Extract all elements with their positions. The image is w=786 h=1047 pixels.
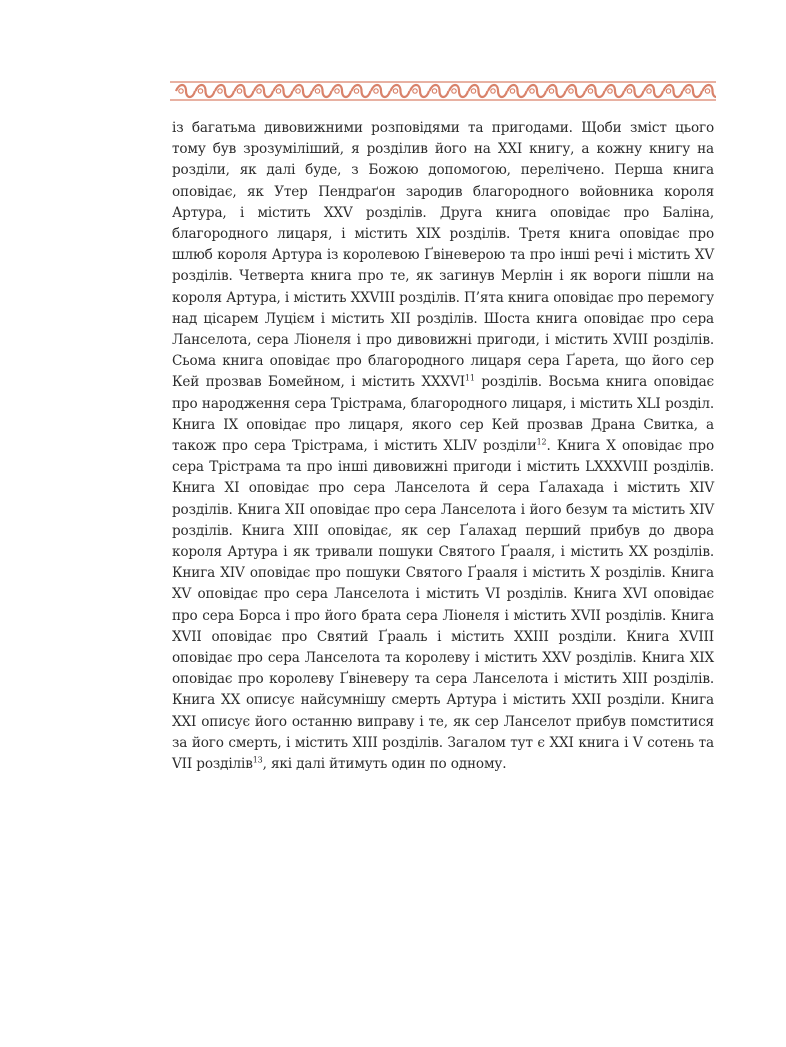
- ornament-loop: [686, 89, 690, 93]
- ornament-loop: [608, 89, 612, 93]
- text-segment: . Книга X оповідає про сера Трістрама та про інші дивовижні пригоди і містить LXXXVIII розділів. Книга XI оповідає про сера Ланселота й сера Ґалахада і містить XIV розділів. Книга XII оповідає про сера Ланселота і його безум та містить XIV розділів. Книга XIII оповідає, як сер Ґалахад перший прибув до двора короля Артура і як тривали пошуки Святого Ґрааля, і містить XX розділів. Книга XIV оповідає про пошуки Святого Ґрааля і містить X розділів. Книга XV оповідає про сера Ланселота і містить VI розділів. Книга XVI оповідає про сера Борса і про його брата сера Ліонеля і містить XVII розділів. Книга XVII оповідає про Святий Ґрааль і містить XXIII розділи. Книга XVIII оповідає про сера Ланселота та королеву і містить XXV розділів. Книга XIX оповідає про королеву Ґвіневеру та сера Ланселота і містить XIII розділів. Книга XX описує найсумнішу смерть Артура і містить XXII розділи. Книга XXI описує його останню виправу і те, як сер Ланселот прибув помститися за його смерть, і містить XIII розділів. Загалом тут є XXI книга і V сотень та VII розділів: [172, 438, 714, 773]
- ornament-loop: [257, 89, 261, 93]
- ornament-loop: [588, 89, 592, 93]
- ornament-loop: [471, 89, 475, 93]
- text-segment: із багатьма дивовижними розповідями та пригодами. Щоби зміст цього тому був зрозуміліший, я розділив його на XXI книгу, а кожну книгу на розділи, як далі буде, з Божою допомогою, перелічено. Перша книга оповідає, як Утер Пендраґон зародив благородного войовника короля Артура, і містить XXV розділів. Друга книга оповідає про Баліна, благородного лицаря, і містить XIX розділів. Третя книга оповідає про шлюб короля Артура із королевою Ґвіневерою та про інші речі і містить XV розділів. Четверта книга про те, як загинув Мерлін і як вороги пішли на короля Артура, і містить XXVIII розділів. П’ята книга оповідає про перемогу над цісарем Луцієм і містить XII розділів. Шоста книга оповідає про сера Ланселота, сера Ліонеля і про дивовижні пригоди, і містить XVIII розділів. Сьома книга оповідає про благородного лицаря сера Ґарета, що його сер Кей прозвав Бомейном, і містить XXXVI: [172, 120, 714, 391]
- footnote-marker: 13: [252, 755, 263, 765]
- ornament-loop: [218, 89, 222, 93]
- ornament-loop: [315, 89, 319, 93]
- ornament-loop: [530, 89, 534, 93]
- ornament-loop: [179, 89, 183, 93]
- footnote-marker: 11: [464, 373, 475, 383]
- ornament-loop: [276, 89, 280, 93]
- decorative-border-ornament: [170, 80, 716, 102]
- ornament-loop: [296, 89, 300, 93]
- ornament-loop: [432, 89, 436, 93]
- ornament-loop: [374, 89, 378, 93]
- ornament-loop: [491, 89, 495, 93]
- ornament-loop: [354, 89, 358, 93]
- text-segment: , які далі йтимуть один по одному.: [262, 756, 507, 773]
- ornament-loop: [647, 89, 651, 93]
- ornament-loop: [198, 89, 202, 93]
- ornament-loop: [237, 89, 241, 93]
- ornament-loop: [549, 89, 553, 93]
- ornament-loop: [335, 89, 339, 93]
- ornament-loop: [413, 89, 417, 93]
- ornament-loop: [666, 89, 670, 93]
- ornament-loop: [393, 89, 397, 93]
- ornament-loop: [569, 89, 573, 93]
- ornament-loop: [452, 89, 456, 93]
- ornament-loop: [705, 89, 709, 93]
- ornament-loop: [627, 89, 631, 93]
- text-segment: розділів. Восьма книга оповідає про народження сера Трістрама, благородного лицаря, і містить XLI розділ. Книга IX оповідає про лицаря, якого сер Кей прозвав Драна Свитка, а також про сера Трістрама, і містить XLIV розділи: [172, 374, 714, 455]
- ornament-loop: [510, 89, 514, 93]
- footnote-marker: 12: [536, 437, 547, 447]
- body-paragraph: [172, 118, 714, 775]
